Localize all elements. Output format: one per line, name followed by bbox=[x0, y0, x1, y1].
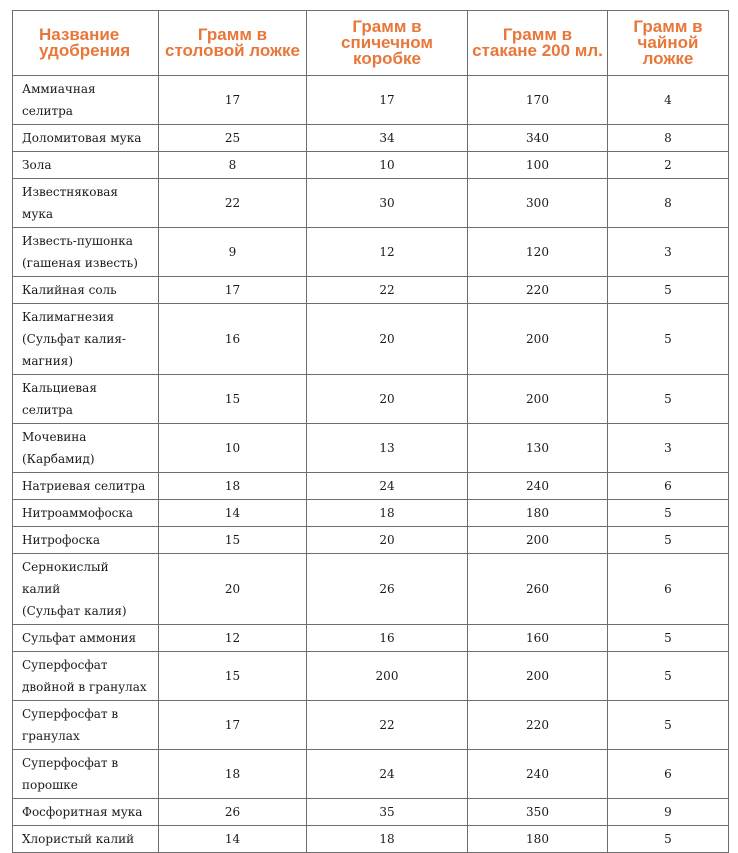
header-teaspoon: Грамм в чайной ложке bbox=[608, 11, 729, 76]
fertilizer-name-line: порошке bbox=[22, 778, 78, 792]
value-cell-matchbox: 24 bbox=[307, 750, 468, 799]
value-cell-glass: 220 bbox=[468, 277, 608, 304]
value-cell-matchbox: 30 bbox=[307, 179, 468, 228]
value-cell-tablespoon: 15 bbox=[159, 375, 307, 424]
fertilizer-name-cell bbox=[13, 304, 159, 375]
table-row bbox=[13, 228, 729, 277]
value-cell-tablespoon: 20 bbox=[159, 554, 307, 625]
value-cell-glass: 200 bbox=[468, 527, 608, 554]
value-cell-teaspoon: 5 bbox=[608, 701, 729, 750]
fertilizer-name-line: Доломитовая мука bbox=[22, 131, 142, 145]
value-cell-matchbox: 24 bbox=[307, 473, 468, 500]
fertilizer-name-line: Суперфосфат в bbox=[22, 756, 119, 770]
value-cell-matchbox: 26 bbox=[307, 554, 468, 625]
value-cell-teaspoon: 5 bbox=[608, 277, 729, 304]
value-cell-glass: 160 bbox=[468, 625, 608, 652]
fertilizer-name-line: Калийная соль bbox=[22, 283, 117, 297]
fertilizer-name-line: Сульфат аммония bbox=[22, 631, 137, 645]
fertilizer-name-line: Зола bbox=[22, 158, 52, 172]
table-row bbox=[13, 799, 729, 826]
value-cell-tablespoon: 14 bbox=[159, 500, 307, 527]
value-cell-glass: 200 bbox=[468, 304, 608, 375]
fertilizer-name-line: Фосфоритная мука bbox=[22, 805, 143, 819]
value-cell-glass: 200 bbox=[468, 652, 608, 701]
value-cell-teaspoon: 2 bbox=[608, 152, 729, 179]
value-cell-teaspoon: 5 bbox=[608, 500, 729, 527]
fertilizer-name-cell bbox=[13, 554, 159, 625]
value-cell-teaspoon: 3 bbox=[608, 424, 729, 473]
fertilizer-name-cell bbox=[13, 527, 159, 554]
value-cell-glass: 240 bbox=[468, 750, 608, 799]
table-row bbox=[13, 152, 729, 179]
table-row bbox=[13, 424, 729, 473]
value-cell-glass: 180 bbox=[468, 500, 608, 527]
value-cell-teaspoon: 5 bbox=[608, 304, 729, 375]
fertilizer-name-cell bbox=[13, 424, 159, 473]
value-cell-teaspoon: 9 bbox=[608, 799, 729, 826]
value-cell-matchbox: 200 bbox=[307, 652, 468, 701]
table-row bbox=[13, 750, 729, 799]
fertilizer-name-line: Мочевина bbox=[22, 430, 87, 444]
table-row bbox=[13, 179, 729, 228]
value-cell-tablespoon: 18 bbox=[159, 750, 307, 799]
value-cell-tablespoon: 17 bbox=[159, 277, 307, 304]
value-cell-glass: 200 bbox=[468, 375, 608, 424]
fertilizer-name-line: Калимагнезия bbox=[22, 310, 115, 324]
fertilizer-name-cell bbox=[13, 500, 159, 527]
value-cell-glass: 100 bbox=[468, 152, 608, 179]
value-cell-matchbox: 20 bbox=[307, 375, 468, 424]
table-row bbox=[13, 125, 729, 152]
header-glass: Грамм в стакане 200 мл. bbox=[468, 11, 608, 76]
table-row bbox=[13, 554, 729, 625]
value-cell-teaspoon: 5 bbox=[608, 652, 729, 701]
value-cell-glass: 260 bbox=[468, 554, 608, 625]
header-row bbox=[13, 11, 729, 76]
fertilizer-name-line: (гашеная известь) bbox=[22, 256, 138, 270]
value-cell-matchbox: 18 bbox=[307, 826, 468, 853]
value-cell-teaspoon: 6 bbox=[608, 554, 729, 625]
value-cell-tablespoon: 18 bbox=[159, 473, 307, 500]
value-cell-matchbox: 17 bbox=[307, 76, 468, 125]
fertilizer-name-line: двойной в гранулах bbox=[22, 680, 147, 694]
value-cell-tablespoon: 15 bbox=[159, 527, 307, 554]
fertilizer-name-cell bbox=[13, 228, 159, 277]
fertilizer-name-line: Натриевая селитра bbox=[22, 479, 146, 493]
value-cell-tablespoon: 12 bbox=[159, 625, 307, 652]
table-row bbox=[13, 500, 729, 527]
fertilizer-name-line: (Карбамид) bbox=[22, 452, 95, 466]
fertilizer-name-cell bbox=[13, 826, 159, 853]
value-cell-teaspoon: 5 bbox=[608, 527, 729, 554]
fertilizer-name-line: Известняковая мука bbox=[22, 185, 118, 221]
fertilizer-name-cell bbox=[13, 701, 159, 750]
value-cell-teaspoon: 4 bbox=[608, 76, 729, 125]
value-cell-tablespoon: 26 bbox=[159, 799, 307, 826]
fertilizer-name-cell bbox=[13, 473, 159, 500]
fertilizer-name-cell bbox=[13, 375, 159, 424]
fertilizer-name-line: Суперфосфат в bbox=[22, 707, 119, 721]
value-cell-tablespoon: 17 bbox=[159, 701, 307, 750]
value-cell-glass: 170 bbox=[468, 76, 608, 125]
value-cell-glass: 240 bbox=[468, 473, 608, 500]
value-cell-teaspoon: 6 bbox=[608, 750, 729, 799]
value-cell-glass: 130 bbox=[468, 424, 608, 473]
table-row bbox=[13, 701, 729, 750]
value-cell-tablespoon: 25 bbox=[159, 125, 307, 152]
fertilizer-name-line: (Сульфат калия- bbox=[22, 332, 126, 346]
fertilizer-name-cell bbox=[13, 76, 159, 125]
table-row bbox=[13, 277, 729, 304]
value-cell-teaspoon: 6 bbox=[608, 473, 729, 500]
table-row bbox=[13, 375, 729, 424]
fertilizer-name-line: Известь-пушонка bbox=[22, 234, 133, 248]
value-cell-teaspoon: 3 bbox=[608, 228, 729, 277]
value-cell-matchbox: 22 bbox=[307, 701, 468, 750]
value-cell-tablespoon: 8 bbox=[159, 152, 307, 179]
table-row bbox=[13, 625, 729, 652]
value-cell-matchbox: 13 bbox=[307, 424, 468, 473]
value-cell-matchbox: 12 bbox=[307, 228, 468, 277]
value-cell-glass: 220 bbox=[468, 701, 608, 750]
value-cell-teaspoon: 5 bbox=[608, 826, 729, 853]
value-cell-matchbox: 35 bbox=[307, 799, 468, 826]
fertilizer-name-cell bbox=[13, 625, 159, 652]
value-cell-tablespoon: 17 bbox=[159, 76, 307, 125]
value-cell-glass: 180 bbox=[468, 826, 608, 853]
header-matchbox: Грамм в спичечном коробке bbox=[307, 11, 468, 76]
fertilizer-name-line: Сернокислый калий bbox=[22, 560, 109, 596]
table-row bbox=[13, 527, 729, 554]
fertilizer-name-line: Суперфосфат bbox=[22, 658, 108, 672]
fertilizer-name-line: Хлористый калий bbox=[22, 832, 135, 846]
table-row bbox=[13, 76, 729, 125]
value-cell-matchbox: 20 bbox=[307, 304, 468, 375]
value-cell-matchbox: 20 bbox=[307, 527, 468, 554]
value-cell-matchbox: 18 bbox=[307, 500, 468, 527]
value-cell-glass: 300 bbox=[468, 179, 608, 228]
value-cell-matchbox: 10 bbox=[307, 152, 468, 179]
value-cell-teaspoon: 8 bbox=[608, 125, 729, 152]
value-cell-tablespoon: 16 bbox=[159, 304, 307, 375]
fertilizer-weight-table bbox=[12, 10, 729, 853]
fertilizer-name-cell bbox=[13, 799, 159, 826]
header-tablespoon: Грамм в столовой ложке bbox=[159, 11, 307, 76]
value-cell-teaspoon: 5 bbox=[608, 375, 729, 424]
fertilizer-name-line: Нитроаммофоска bbox=[22, 506, 134, 520]
fertilizer-name-line: Аммиачная селитра bbox=[22, 82, 96, 118]
value-cell-tablespoon: 15 bbox=[159, 652, 307, 701]
header-fertilizer-name: Название удобрения bbox=[13, 11, 159, 76]
fertilizer-name-line: Кальциевая селитра bbox=[22, 381, 97, 417]
table-row bbox=[13, 652, 729, 701]
table-row bbox=[13, 304, 729, 375]
value-cell-glass: 120 bbox=[468, 228, 608, 277]
value-cell-glass: 350 bbox=[468, 799, 608, 826]
fertilizer-name-line: магния) bbox=[22, 354, 74, 368]
value-cell-matchbox: 34 bbox=[307, 125, 468, 152]
table-row bbox=[13, 473, 729, 500]
value-cell-teaspoon: 5 bbox=[608, 625, 729, 652]
value-cell-teaspoon: 8 bbox=[608, 179, 729, 228]
fertilizer-name-cell bbox=[13, 750, 159, 799]
fertilizer-name-cell bbox=[13, 277, 159, 304]
table-row bbox=[13, 826, 729, 853]
fertilizer-name-cell bbox=[13, 179, 159, 228]
value-cell-glass: 340 bbox=[468, 125, 608, 152]
value-cell-matchbox: 16 bbox=[307, 625, 468, 652]
fertilizer-name-cell bbox=[13, 125, 159, 152]
value-cell-tablespoon: 10 bbox=[159, 424, 307, 473]
value-cell-tablespoon: 9 bbox=[159, 228, 307, 277]
value-cell-matchbox: 22 bbox=[307, 277, 468, 304]
fertilizer-name-line: (Сульфат калия) bbox=[22, 604, 127, 618]
fertilizer-name-cell bbox=[13, 652, 159, 701]
value-cell-tablespoon: 22 bbox=[159, 179, 307, 228]
fertilizer-name-cell bbox=[13, 152, 159, 179]
fertilizer-name-line: гранулах bbox=[22, 729, 80, 743]
fertilizer-name-line: Нитрофоска bbox=[22, 533, 100, 547]
value-cell-tablespoon: 14 bbox=[159, 826, 307, 853]
